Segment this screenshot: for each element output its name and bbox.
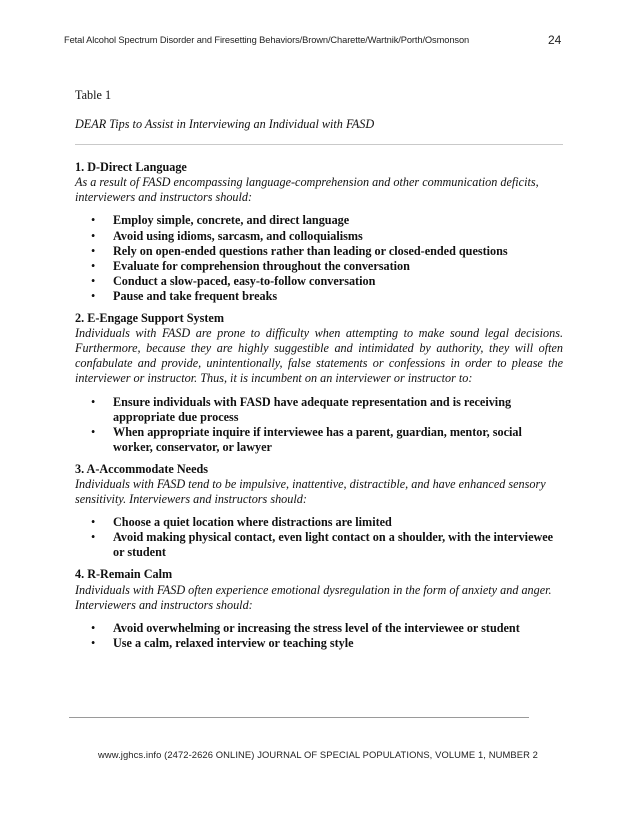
- section-engage-support: [75, 311, 563, 455]
- list-item: [91, 621, 563, 636]
- section-heading: 2. E-Engage Support System: [75, 311, 224, 326]
- bullet-icon: •: [91, 394, 96, 409]
- table-top-rule: [75, 144, 563, 145]
- bullet-icon: •: [91, 635, 96, 650]
- bullet-icon: •: [91, 273, 96, 288]
- table-title: DEAR Tips to Assist in Interviewing an Individual with FASD: [75, 117, 375, 132]
- list-item-text: Avoid making physical contact, even light contact on a shoulder, with the interviewee or student: [113, 530, 554, 560]
- bullet-list: [75, 515, 563, 560]
- footer-text: www.jghcs.info (2472-2626 ONLINE) JOURNAL OF SPECIAL POPULATIONS, VOLUME 1, NUMBER 2: [98, 749, 538, 760]
- bullet-icon: •: [91, 288, 96, 303]
- bullet-icon: •: [91, 243, 96, 258]
- bullet-icon: •: [91, 228, 96, 243]
- list-item-text: Conduct a slow-paced, easy-to-follow conversation: [113, 273, 376, 288]
- section-description: As a result of FASD encompassing language-comprehension and other communication deficits, interviewers and instructors should:: [75, 175, 539, 205]
- section-remain-calm: [75, 567, 563, 650]
- section-heading: 4. R-Remain Calm: [75, 567, 173, 582]
- list-item: [91, 244, 563, 259]
- list-item-text: Employ simple, concrete, and direct language: [113, 213, 350, 228]
- list-item: [91, 636, 563, 651]
- list-item: [91, 229, 563, 244]
- page-number: 24: [548, 33, 562, 47]
- list-item: [91, 289, 563, 304]
- bullet-list: [75, 395, 563, 455]
- list-item-text: Pause and take frequent breaks: [113, 288, 278, 303]
- list-item-text: When appropriate inquire if interviewee has a parent, guardian, mentor, social worker, conservator, or lawyer: [113, 424, 522, 454]
- list-item-text: Avoid overwhelming or increasing the stress level of the interviewee or student: [113, 620, 520, 635]
- list-item-text: Ensure individuals with FASD have adequate representation and is receiving appropriate due process: [113, 394, 512, 424]
- section-direct-language: [75, 160, 563, 304]
- list-item: [91, 425, 563, 455]
- section-heading: 1. D-Direct Language: [75, 160, 187, 175]
- section-accommodate-needs: [75, 462, 563, 561]
- bullet-icon: •: [91, 515, 96, 530]
- bullet-icon: •: [91, 424, 96, 439]
- section-heading: 3. A-Accommodate Needs: [75, 461, 209, 476]
- section-description: Individuals with FASD are prone to difficulty when attempting to make sound legal decisions. Furthermore, because they are highly suggestible and intimidated by authority, they will often confabulate and provide, unintentionally, false statements or confessions in order to please the interviewer or instructor. Thus, it is incumbent on an interviewer or instructor to:: [75, 326, 563, 386]
- list-item-text: Use a calm, relaxed interview or teaching style: [113, 635, 354, 650]
- bullet-icon: •: [91, 258, 96, 273]
- list-item-text: Evaluate for comprehension throughout the conversation: [113, 258, 410, 273]
- table-content: [75, 88, 563, 658]
- section-description: Individuals with FASD tend to be impulsive, inattentive, distractible, and have enhanced sensory sensitivity. Interviewers and instructors should:: [75, 476, 546, 507]
- list-item: [91, 274, 563, 289]
- list-item: [91, 259, 563, 274]
- bullet-list: [75, 213, 563, 304]
- list-item-text: Avoid using idioms, sarcasm, and colloquialisms: [113, 228, 363, 243]
- running-head: Fetal Alcohol Spectrum Disorder and Firesetting Behaviors/Brown/Charette/Wartnik/Porth/Osmonson: [64, 35, 470, 45]
- list-item: [91, 395, 563, 425]
- list-item-text: Rely on open-ended questions rather than leading or closed-ended questions: [113, 243, 508, 258]
- bullet-list: [75, 621, 563, 651]
- bullet-icon: •: [91, 530, 96, 545]
- list-item: [91, 213, 563, 228]
- footer-rule: [69, 717, 529, 718]
- list-item: [91, 530, 563, 560]
- bullet-icon: •: [91, 620, 96, 635]
- list-item-text: Choose a quiet location where distractions are limited: [113, 515, 392, 530]
- section-description: Individuals with FASD often experience emotional dysregulation in the form of anxiety and anger. Interviewers and instructors should:: [75, 582, 552, 612]
- list-item: [91, 515, 563, 530]
- bullet-icon: •: [91, 213, 96, 228]
- table-label: Table 1: [75, 88, 112, 102]
